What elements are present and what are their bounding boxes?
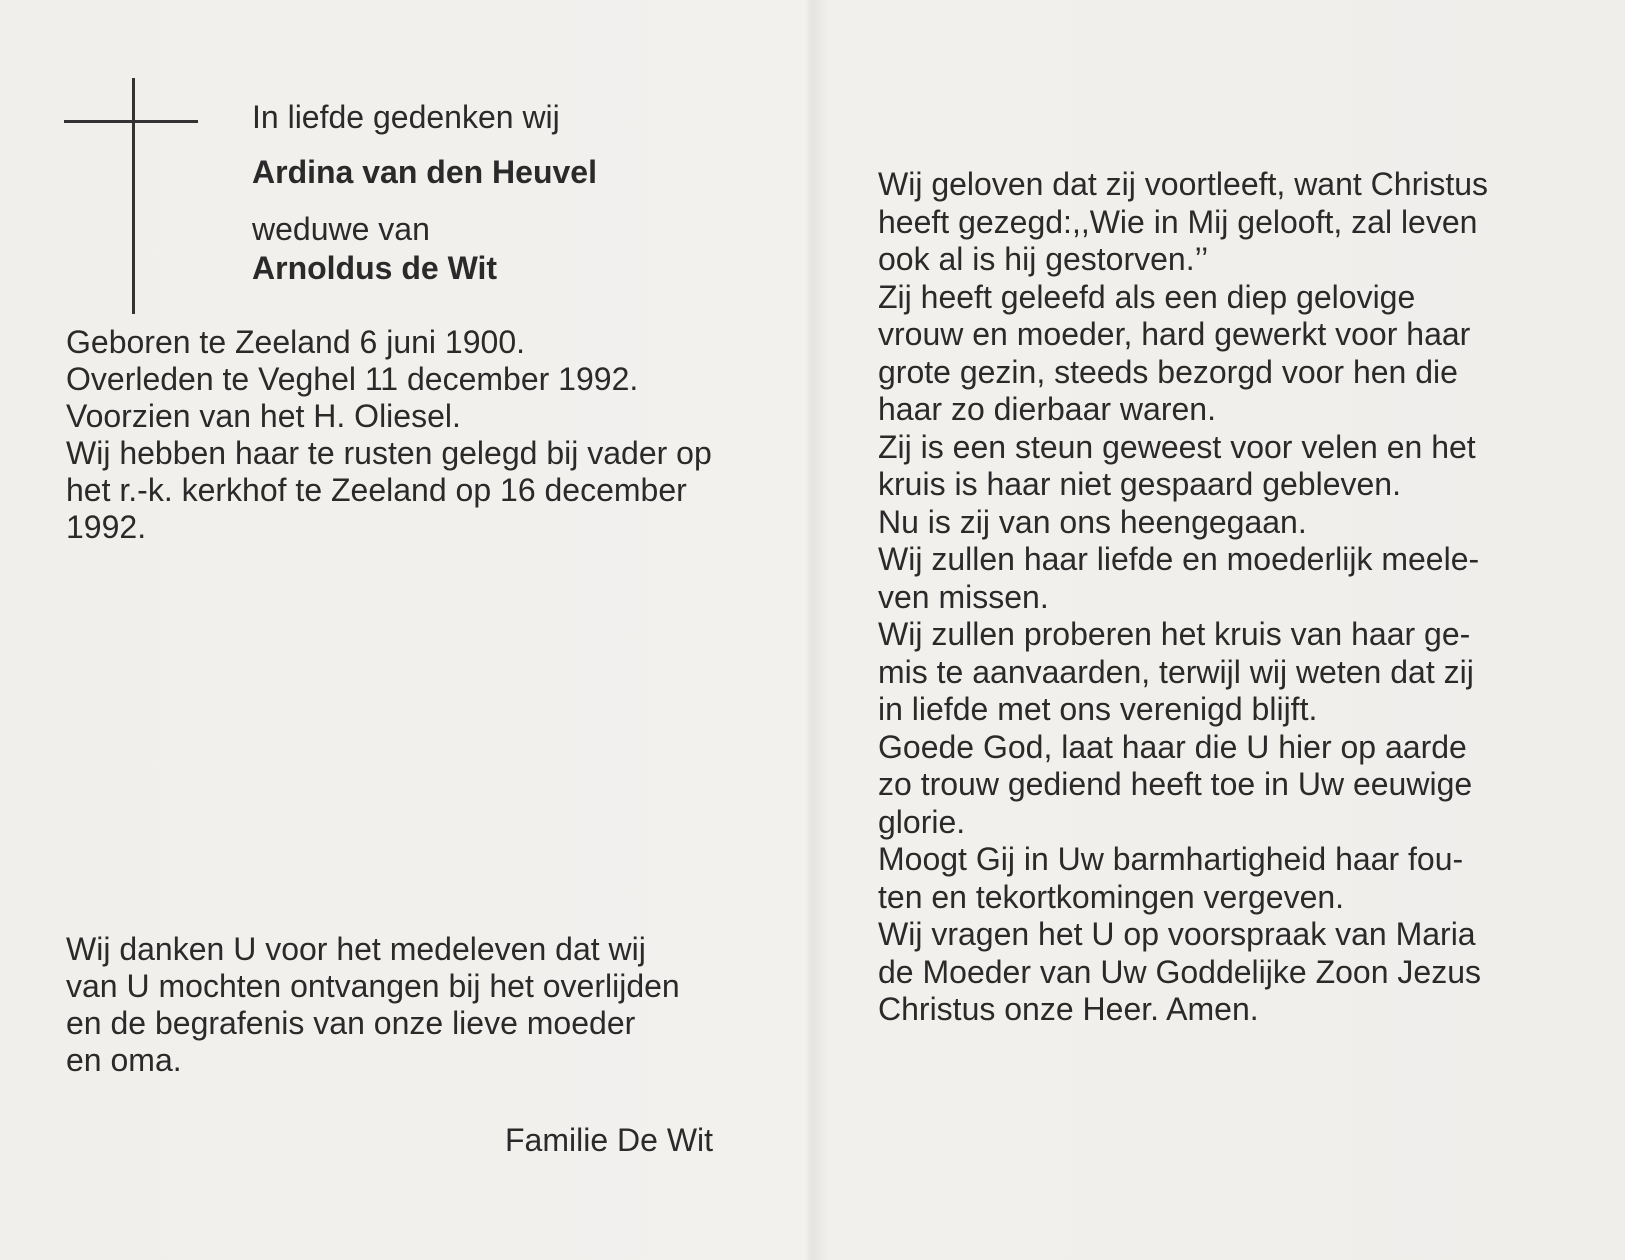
prayer-block [878,166,1542,1029]
signature: Familie De Wit [505,1122,714,1158]
prayer-line: Wij zullen proberen het kruis van haar ge- [878,616,1471,652]
fact-line: Wij hebben haar te rusten gelegd bij vader op [66,435,712,471]
prayer-line: Wij zullen haar liefde en moederlijk meele- [878,541,1480,577]
prayer-line: glorie. [878,803,966,840]
prayer-line: vrouw en moeder, hard gewerkt voor haar [878,316,1471,352]
prayer-line: Christus onze Heer. Amen. [878,991,1259,1027]
prayer-line: grote gezin, steeds bezorgd voor hen die [878,353,1458,390]
fact-line: Geboren te Zeeland 6 juni 1900. [66,324,525,360]
cross-icon-bar [64,120,198,123]
thanks-line: van U mochten ontvangen bij het overlijden [66,968,680,1004]
prayer-line: mis te aanvaarden, terwijl wij weten dat zij [878,653,1474,690]
prayer-line: haar zo dierbaar waren. [878,391,1216,427]
thanks-line: en de begrafenis van onze lieve moeder [66,1005,636,1041]
widow-of-text: weduwe van [252,211,430,247]
prayer-line: Zij is een steun geweest voor velen en het [878,428,1476,465]
thanks-block [66,931,746,1079]
prayer-line: ven missen. [878,578,1049,615]
spouse-name: Arnoldus de Wit [252,250,498,286]
deceased-name: Ardina van den Heuvel [252,154,597,190]
prayer-line: Moogt Gij in Uw barmhartigheid haar fou- [878,841,1464,877]
prayer-line: Wij vragen het U op voorspraak van Maria [878,916,1476,952]
thanks-line: Wij danken U voor het medeleven dat wij [66,931,646,967]
prayer-line: zo trouw gediend heeft toe in Uw eeuwige [878,766,1473,802]
prayer-line: Nu is zij van ons heengegaan. [878,503,1307,540]
fact-line: het r.-k. kerkhof te Zeeland op 16 december [66,472,687,508]
prayer-line: ook al is hij gestorven.’’ [878,241,1209,277]
cross-icon [132,78,135,314]
prayer-line: de Moeder van Uw Goddelijke Zoon Jezus [878,953,1481,990]
fact-line: 1992. [66,509,147,545]
fact-line: Overleden te Veghel 11 december 1992. [66,361,639,397]
prayer-line: Goede God, laat haar die U hier op aarde [878,728,1467,765]
fact-line: Voorzien van het H. Oliesel. [66,398,461,434]
prayer-line: heeft gezegd:,,Wie in Mij gelooft, zal leven [878,203,1478,240]
facts-block [66,324,746,546]
prayer-line: kruis is haar niet gespaard gebleven. [878,466,1401,502]
prayer-line: Zij heeft geleefd als een diep gelovige [878,278,1416,315]
intro-text: In liefde gedenken wij [252,99,560,135]
prayer-line: ten en tekortkomingen vergeven. [878,878,1345,915]
thanks-line: en oma. [66,1042,182,1078]
prayer-line: in liefde met ons verenigd blijft. [878,691,1318,727]
prayer-line: Wij geloven dat zij voortleeft, want Christus [878,166,1489,202]
